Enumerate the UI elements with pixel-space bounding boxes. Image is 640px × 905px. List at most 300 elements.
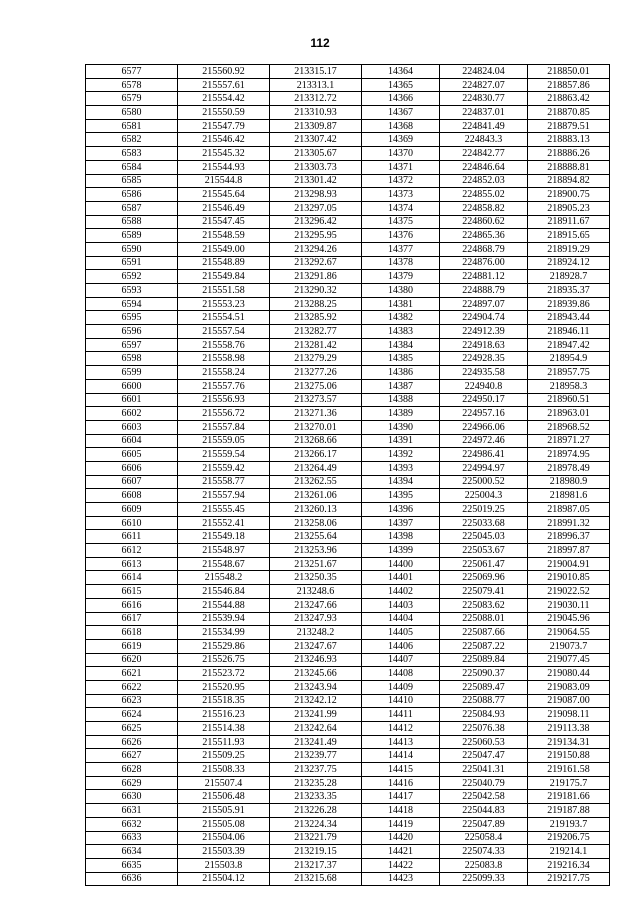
table-cell: 6584	[86, 160, 178, 174]
table-cell: 14384	[362, 338, 440, 352]
table-cell: 213253.96	[270, 544, 362, 558]
table-cell: 215549.18	[178, 530, 270, 544]
table-cell: 14366	[362, 92, 440, 106]
table-cell: 218968.52	[528, 420, 610, 434]
table-cell: 6601	[86, 393, 178, 407]
table-cell: 6636	[86, 872, 178, 886]
table-row	[86, 119, 610, 133]
table-cell: 14375	[362, 215, 440, 229]
table-cell: 14410	[362, 694, 440, 708]
table-cell: 6587	[86, 201, 178, 215]
table-cell: 215514.38	[178, 722, 270, 736]
table-cell: 219161.58	[528, 763, 610, 777]
table-cell: 224940.8	[440, 379, 528, 393]
table-cell: 225089.84	[440, 653, 528, 667]
table-cell: 215559.05	[178, 434, 270, 448]
table-row	[86, 311, 610, 325]
table-cell: 215552.41	[178, 516, 270, 530]
table-cell: 213315.17	[270, 65, 362, 79]
table-cell: 219214.1	[528, 845, 610, 859]
table-cell: 14380	[362, 284, 440, 298]
table-row	[86, 229, 610, 243]
table-cell: 14379	[362, 270, 440, 284]
table-cell: 213294.26	[270, 242, 362, 256]
table-cell: 215546.49	[178, 201, 270, 215]
table-cell: 213260.13	[270, 503, 362, 517]
table-cell: 225088.01	[440, 612, 528, 626]
table-cell: 218954.9	[528, 352, 610, 366]
table-row	[86, 598, 610, 612]
table-cell: 213250.35	[270, 571, 362, 585]
table-cell: 218981.6	[528, 489, 610, 503]
table-cell: 215504.06	[178, 831, 270, 845]
table-cell: 213224.34	[270, 817, 362, 831]
table-cell: 213242.12	[270, 694, 362, 708]
table-cell: 225099.33	[440, 872, 528, 886]
table-row	[86, 78, 610, 92]
table-cell: 215559.42	[178, 461, 270, 475]
table-row	[86, 65, 610, 79]
table-row	[86, 270, 610, 284]
table-cell: 218894.82	[528, 174, 610, 188]
table-cell: 219217.75	[528, 872, 610, 886]
table-cell: 213295.95	[270, 229, 362, 243]
table-cell: 218971.27	[528, 434, 610, 448]
table-row	[86, 366, 610, 380]
table-cell: 14392	[362, 448, 440, 462]
table-row	[86, 284, 610, 298]
table-cell: 213273.57	[270, 393, 362, 407]
table-cell: 213292.67	[270, 256, 362, 270]
table-cell: 215544.8	[178, 174, 270, 188]
table-cell: 6603	[86, 420, 178, 434]
table-cell: 224904.74	[440, 311, 528, 325]
table-cell: 213281.42	[270, 338, 362, 352]
table-cell: 224827.07	[440, 78, 528, 92]
table-cell: 215548.2	[178, 571, 270, 585]
table-cell: 225069.96	[440, 571, 528, 585]
table-cell: 6602	[86, 407, 178, 421]
table-cell: 213219.15	[270, 845, 362, 859]
table-row	[86, 448, 610, 462]
table-cell: 224966.06	[440, 420, 528, 434]
table-cell: 6608	[86, 489, 178, 503]
table-cell: 6596	[86, 325, 178, 339]
table-cell: 224824.04	[440, 65, 528, 79]
table-cell: 215549.84	[178, 270, 270, 284]
table-cell: 213246.93	[270, 653, 362, 667]
table-cell: 215547.45	[178, 215, 270, 229]
table-cell: 14400	[362, 557, 440, 571]
table-cell: 213262.55	[270, 475, 362, 489]
table-cell: 6600	[86, 379, 178, 393]
table-cell: 14408	[362, 667, 440, 681]
table-cell: 218960.51	[528, 393, 610, 407]
table-cell: 215546.42	[178, 133, 270, 147]
table-row	[86, 174, 610, 188]
table-row	[86, 571, 610, 585]
table-row	[86, 242, 610, 256]
table-cell: 225058.4	[440, 831, 528, 845]
table-cell: 219216.34	[528, 858, 610, 872]
table-cell: 14376	[362, 229, 440, 243]
table-cell: 14418	[362, 804, 440, 818]
table-row	[86, 489, 610, 503]
table-cell: 6628	[86, 763, 178, 777]
table-cell: 225047.47	[440, 749, 528, 763]
table-cell: 215503.39	[178, 845, 270, 859]
table-cell: 213241.49	[270, 735, 362, 749]
table-cell: 215534.99	[178, 626, 270, 640]
table-cell: 224855.02	[440, 188, 528, 202]
table-cell: 6581	[86, 119, 178, 133]
table-row	[86, 735, 610, 749]
table-cell: 14381	[362, 297, 440, 311]
table-cell: 225083.62	[440, 598, 528, 612]
table-cell: 225041.31	[440, 763, 528, 777]
table-cell: 6591	[86, 256, 178, 270]
table-cell: 225090.37	[440, 667, 528, 681]
table-row	[86, 831, 610, 845]
table-cell: 6631	[86, 804, 178, 818]
table-cell: 215503.8	[178, 858, 270, 872]
table-row	[86, 722, 610, 736]
table-cell: 6621	[86, 667, 178, 681]
table-cell: 218857.86	[528, 78, 610, 92]
table-cell: 213247.66	[270, 598, 362, 612]
table-row	[86, 475, 610, 489]
table-cell: 14389	[362, 407, 440, 421]
table-cell: 213305.67	[270, 147, 362, 161]
table-cell: 219193.7	[528, 817, 610, 831]
table-row	[86, 530, 610, 544]
table-cell: 215550.59	[178, 106, 270, 120]
table-cell: 224994.97	[440, 461, 528, 475]
table-row	[86, 680, 610, 694]
table-cell: 218915.65	[528, 229, 610, 243]
table-cell: 225042.58	[440, 790, 528, 804]
table-cell: 14414	[362, 749, 440, 763]
table-cell: 6622	[86, 680, 178, 694]
table-cell: 6619	[86, 639, 178, 653]
table-cell: 224858.82	[440, 201, 528, 215]
table-row	[86, 407, 610, 421]
table-cell: 225053.67	[440, 544, 528, 558]
table-cell: 213248.2	[270, 626, 362, 640]
table-row	[86, 256, 610, 270]
table-cell: 219206.75	[528, 831, 610, 845]
table-cell: 218991.32	[528, 516, 610, 530]
table-cell: 224888.79	[440, 284, 528, 298]
table-cell: 6588	[86, 215, 178, 229]
table-cell: 6633	[86, 831, 178, 845]
table-cell: 213298.93	[270, 188, 362, 202]
table-cell: 215560.92	[178, 65, 270, 79]
table-cell: 213248.6	[270, 585, 362, 599]
table-cell: 219175.7	[528, 776, 610, 790]
table-cell: 218958.3	[528, 379, 610, 393]
table-cell: 224876.00	[440, 256, 528, 270]
table-cell: 215551.58	[178, 284, 270, 298]
table-cell: 219098.11	[528, 708, 610, 722]
table-cell: 215518.35	[178, 694, 270, 708]
table-cell: 213264.49	[270, 461, 362, 475]
table-cell: 215544.88	[178, 598, 270, 612]
table-row	[86, 160, 610, 174]
page-number: 112	[310, 36, 330, 50]
table-cell: 213312.72	[270, 92, 362, 106]
table-cell: 218905.23	[528, 201, 610, 215]
table-cell: 6626	[86, 735, 178, 749]
table-cell: 14416	[362, 776, 440, 790]
table-row	[86, 763, 610, 777]
table-cell: 218974.95	[528, 448, 610, 462]
table-cell: 224842.77	[440, 147, 528, 161]
table-cell: 213296.42	[270, 215, 362, 229]
table-cell: 215545.32	[178, 147, 270, 161]
table-cell: 218943.44	[528, 311, 610, 325]
table-cell: 219030.11	[528, 598, 610, 612]
table-cell: 14422	[362, 858, 440, 872]
table-cell: 6597	[86, 338, 178, 352]
table-row	[86, 133, 610, 147]
table-cell: 14420	[362, 831, 440, 845]
table-row	[86, 434, 610, 448]
table-cell: 213279.29	[270, 352, 362, 366]
table-row	[86, 817, 610, 831]
table-cell: 219134.31	[528, 735, 610, 749]
table-cell: 14415	[362, 763, 440, 777]
table-row	[86, 544, 610, 558]
table-cell: 213310.93	[270, 106, 362, 120]
table-cell: 224868.79	[440, 242, 528, 256]
table-cell: 6590	[86, 242, 178, 256]
table-cell: 225087.66	[440, 626, 528, 640]
table-cell: 6604	[86, 434, 178, 448]
table-cell: 14397	[362, 516, 440, 530]
table-row	[86, 461, 610, 475]
table-cell: 215554.51	[178, 311, 270, 325]
table-cell: 14377	[362, 242, 440, 256]
table-cell: 215520.95	[178, 680, 270, 694]
table-cell: 14373	[362, 188, 440, 202]
table-row	[86, 694, 610, 708]
table-cell: 215544.93	[178, 160, 270, 174]
table-cell: 218919.29	[528, 242, 610, 256]
coordinates-table-body	[86, 65, 610, 886]
table-cell: 213245.66	[270, 667, 362, 681]
table-cell: 215545.64	[178, 188, 270, 202]
table-row	[86, 557, 610, 571]
table-cell: 224865.36	[440, 229, 528, 243]
table-cell: 6611	[86, 530, 178, 544]
table-cell: 6605	[86, 448, 178, 462]
table-cell: 218924.12	[528, 256, 610, 270]
table-cell: 6577	[86, 65, 178, 79]
table-cell: 225044.83	[440, 804, 528, 818]
table-cell: 225060.53	[440, 735, 528, 749]
table-cell: 213247.67	[270, 639, 362, 653]
table-cell: 219181.66	[528, 790, 610, 804]
table-cell: 219073.7	[528, 639, 610, 653]
table-cell: 219022.52	[528, 585, 610, 599]
table-row	[86, 872, 610, 886]
table-cell: 6595	[86, 311, 178, 325]
table-row	[86, 585, 610, 599]
table-row	[86, 639, 610, 653]
table-cell: 225074.33	[440, 845, 528, 859]
table-cell: 213313.1	[270, 78, 362, 92]
table-cell: 213239.77	[270, 749, 362, 763]
table-row	[86, 667, 610, 681]
table-cell: 225033.68	[440, 516, 528, 530]
table-cell: 215553.23	[178, 297, 270, 311]
table-cell: 224843.3	[440, 133, 528, 147]
table-cell: 215558.76	[178, 338, 270, 352]
table-cell: 6594	[86, 297, 178, 311]
table-cell: 218911.67	[528, 215, 610, 229]
table-cell: 218957.75	[528, 366, 610, 380]
table-cell: 219077.45	[528, 653, 610, 667]
table-cell: 215526.75	[178, 653, 270, 667]
table-cell: 219187.88	[528, 804, 610, 818]
table-cell: 14367	[362, 106, 440, 120]
table-cell: 213275.06	[270, 379, 362, 393]
table-cell: 224986.41	[440, 448, 528, 462]
table-cell: 225079.41	[440, 585, 528, 599]
table-cell: 6599	[86, 366, 178, 380]
table-cell: 218900.75	[528, 188, 610, 202]
table-cell: 225076.38	[440, 722, 528, 736]
coordinates-table	[85, 64, 610, 886]
table-cell: 213290.32	[270, 284, 362, 298]
table-cell: 6634	[86, 845, 178, 859]
table-cell: 14404	[362, 612, 440, 626]
table-row	[86, 516, 610, 530]
table-cell: 14394	[362, 475, 440, 489]
table-cell: 6610	[86, 516, 178, 530]
table-cell: 14364	[362, 65, 440, 79]
table-cell: 218863.42	[528, 92, 610, 106]
table-cell: 14388	[362, 393, 440, 407]
table-cell: 14387	[362, 379, 440, 393]
table-row	[86, 92, 610, 106]
table-row	[86, 393, 610, 407]
table-cell: 6632	[86, 817, 178, 831]
table-cell: 6583	[86, 147, 178, 161]
table-cell: 213266.17	[270, 448, 362, 462]
table-cell: 219150.88	[528, 749, 610, 763]
table-cell: 6629	[86, 776, 178, 790]
table-cell: 215539.94	[178, 612, 270, 626]
table-row	[86, 297, 610, 311]
table-cell: 213242.64	[270, 722, 362, 736]
table-cell: 224912.39	[440, 325, 528, 339]
table-cell: 213261.06	[270, 489, 362, 503]
table-cell: 219113.38	[528, 722, 610, 736]
table-cell: 14395	[362, 489, 440, 503]
table-row	[86, 147, 610, 161]
table-row	[86, 338, 610, 352]
table-cell: 14386	[362, 366, 440, 380]
table-cell: 213255.64	[270, 530, 362, 544]
table-cell: 6580	[86, 106, 178, 120]
table-cell: 213258.06	[270, 516, 362, 530]
table-cell: 218946.11	[528, 325, 610, 339]
table-cell: 6625	[86, 722, 178, 736]
table-cell: 213226.28	[270, 804, 362, 818]
table-cell: 225083.8	[440, 858, 528, 872]
table-cell: 14369	[362, 133, 440, 147]
table-cell: 215559.54	[178, 448, 270, 462]
table-cell: 225084.93	[440, 708, 528, 722]
table-cell: 218886.26	[528, 147, 610, 161]
table-cell: 6607	[86, 475, 178, 489]
table-cell: 6578	[86, 78, 178, 92]
table-cell: 224841.49	[440, 119, 528, 133]
table-cell: 213288.25	[270, 297, 362, 311]
table-cell: 225019.25	[440, 503, 528, 517]
table-cell: 215511.93	[178, 735, 270, 749]
table-cell: 213309.87	[270, 119, 362, 133]
table-cell: 14423	[362, 872, 440, 886]
table-row	[86, 352, 610, 366]
table-cell: 213237.75	[270, 763, 362, 777]
table-row	[86, 749, 610, 763]
table-cell: 6585	[86, 174, 178, 188]
table-cell: 14368	[362, 119, 440, 133]
table-cell: 218939.86	[528, 297, 610, 311]
table-cell: 14374	[362, 201, 440, 215]
table-cell: 224957.16	[440, 407, 528, 421]
table-cell: 215507.4	[178, 776, 270, 790]
table-row	[86, 776, 610, 790]
table-cell: 218987.05	[528, 503, 610, 517]
table-cell: 215523.72	[178, 667, 270, 681]
table-cell: 14417	[362, 790, 440, 804]
table-cell: 215508.33	[178, 763, 270, 777]
table-cell: 225040.79	[440, 776, 528, 790]
table-cell: 213243.94	[270, 680, 362, 694]
table-cell: 215558.24	[178, 366, 270, 380]
table-cell: 6586	[86, 188, 178, 202]
table-row	[86, 201, 610, 215]
table-cell: 6592	[86, 270, 178, 284]
table-cell: 224830.77	[440, 92, 528, 106]
table-cell: 6609	[86, 503, 178, 517]
table-cell: 213303.73	[270, 160, 362, 174]
table-row	[86, 106, 610, 120]
table-cell: 215549.00	[178, 242, 270, 256]
table-cell: 224918.63	[440, 338, 528, 352]
table-cell: 14421	[362, 845, 440, 859]
table-row	[86, 845, 610, 859]
table-row	[86, 188, 610, 202]
table-cell: 225087.22	[440, 639, 528, 653]
table-cell: 215504.12	[178, 872, 270, 886]
table-cell: 6579	[86, 92, 178, 106]
table-cell: 6620	[86, 653, 178, 667]
table-cell: 213282.77	[270, 325, 362, 339]
table-cell: 14378	[362, 256, 440, 270]
table-cell: 218997.87	[528, 544, 610, 558]
table-cell: 225047.89	[440, 817, 528, 831]
table-cell: 215548.89	[178, 256, 270, 270]
table-cell: 14399	[362, 544, 440, 558]
table-cell: 225061.47	[440, 557, 528, 571]
table-cell: 14419	[362, 817, 440, 831]
table-cell: 215558.77	[178, 475, 270, 489]
